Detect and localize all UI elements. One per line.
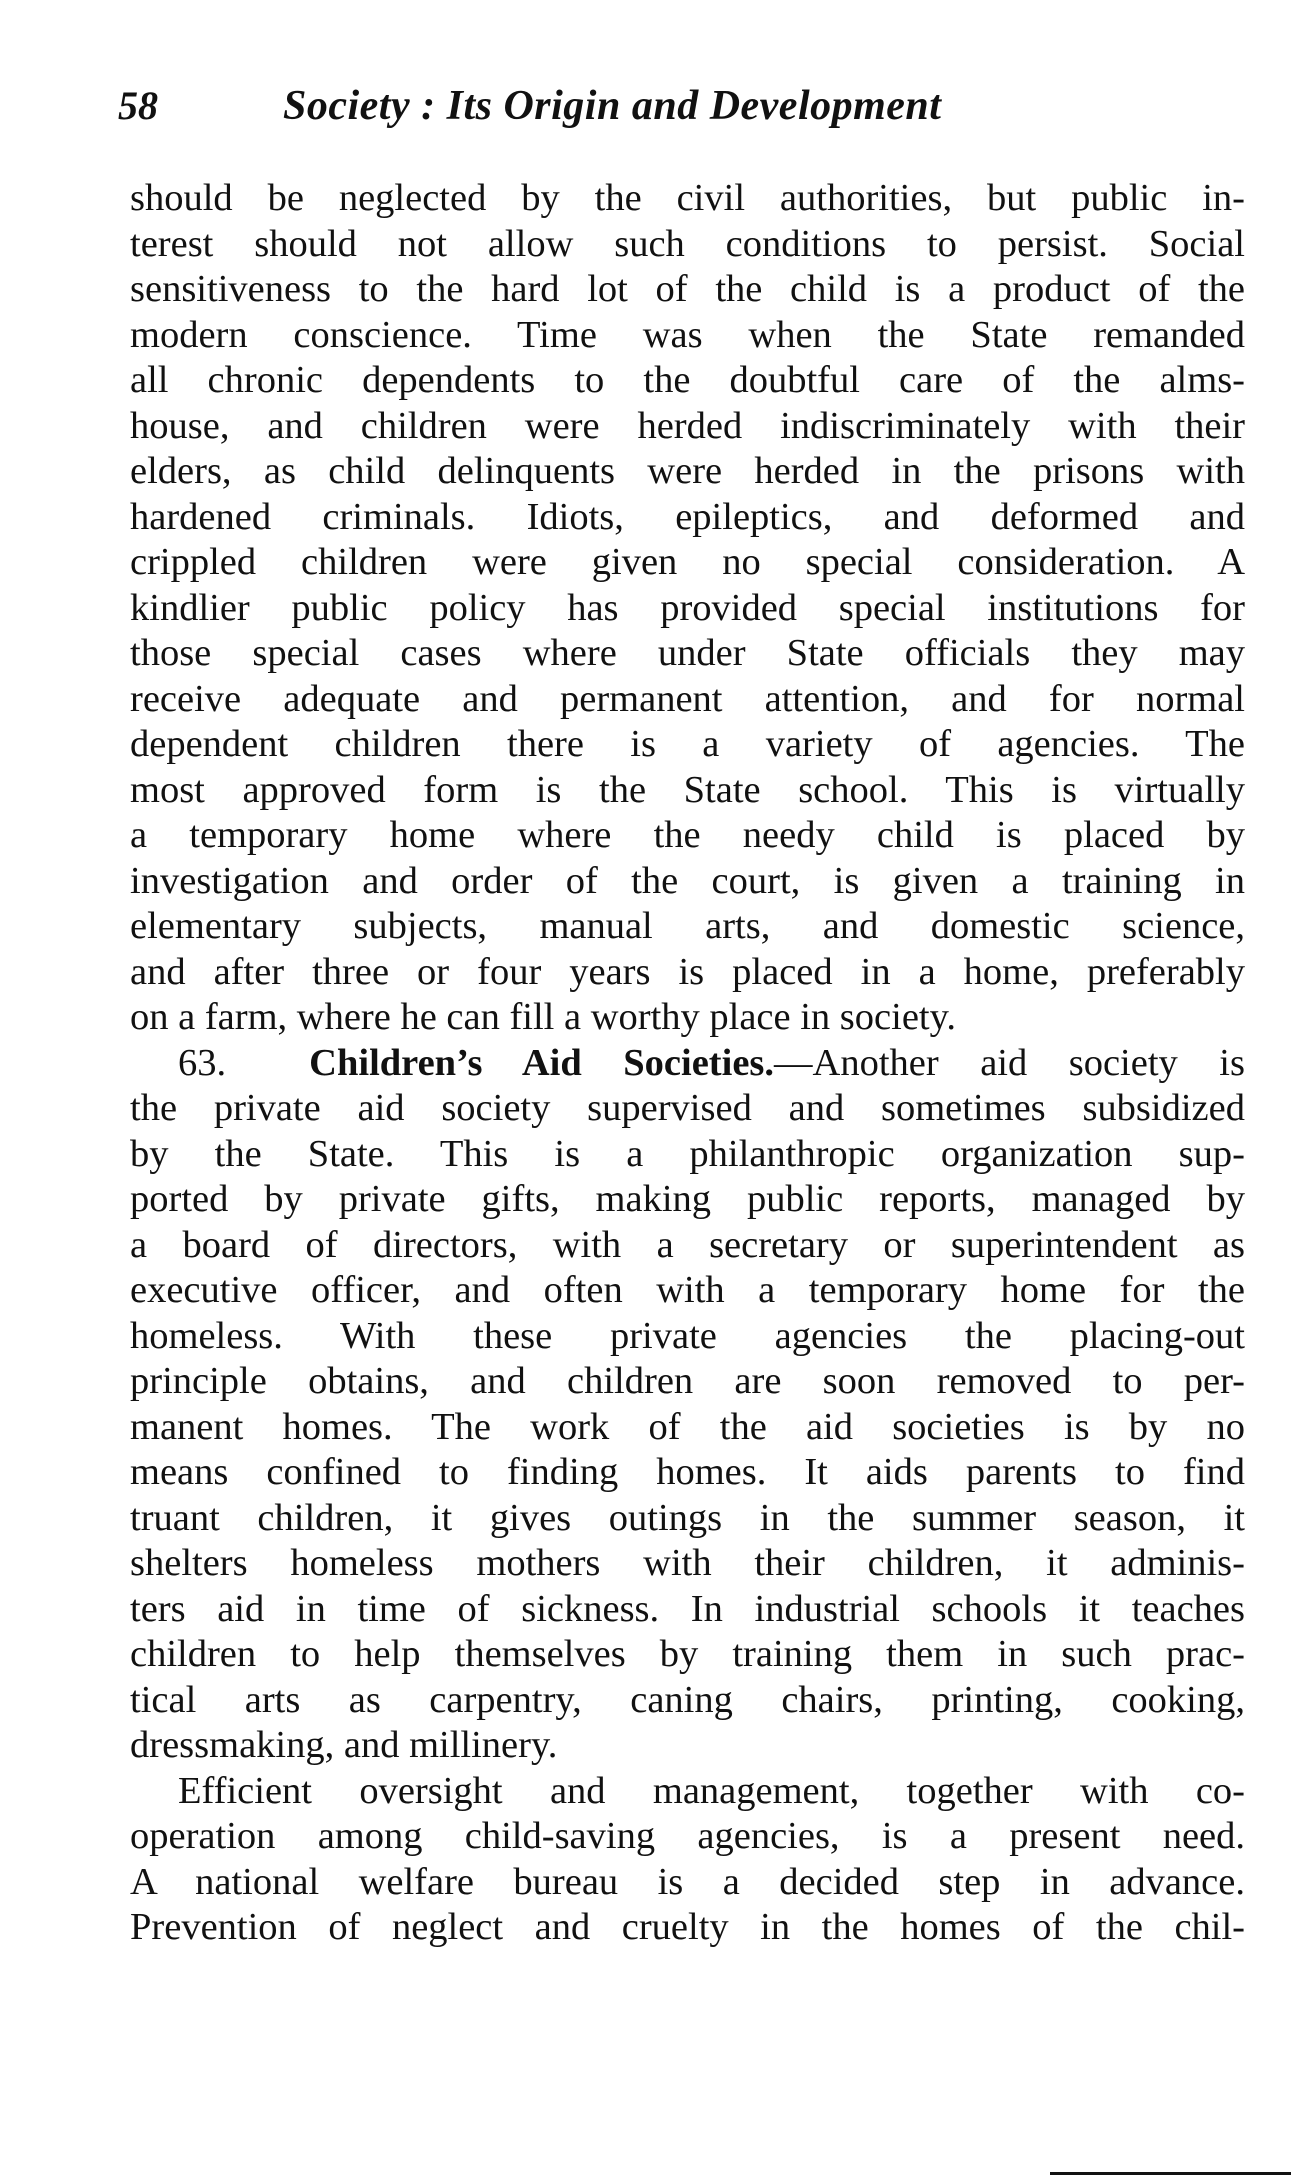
- text-line: elementary subjects, manual arts, and domestic science,: [130, 905, 1245, 947]
- text-line: receive adequate and permanent attention, and for normal: [130, 677, 1245, 720]
- text-line: house, and children were herded indiscriminately with their: [130, 404, 1245, 447]
- text-line: homeless. With these private agencies the placing-out: [130, 1314, 1245, 1357]
- text-line: Efficient oversight and management, together with co-: [178, 1769, 1245, 1812]
- text-line: a board of directors, with a secretary or superintendent as: [130, 1223, 1245, 1266]
- text-line: and after three or four years is placed in a home, preferably: [130, 950, 1245, 993]
- text-line: investigation and order of the court, is given a training in: [130, 859, 1245, 902]
- text-line: means confined to finding homes. It aids parents to find: [130, 1451, 1245, 1493]
- text-line: elders, as child delinquents were herded in the prisons with: [130, 450, 1245, 492]
- page-number: 58: [118, 83, 158, 128]
- text-line: a temporary home where the needy child is placed by: [130, 814, 1245, 856]
- paragraph-3: [130, 1769, 1245, 1951]
- text-line: dependent children there is a variety of agencies. The: [130, 723, 1245, 765]
- text-line: tical arts as carpentry, caning chairs, printing, cooking,: [130, 1678, 1245, 1721]
- text-line: sensitiveness to the hard lot of the child is a product of the: [130, 268, 1245, 310]
- text-line: hardened criminals. Idiots, epileptics, and deformed and: [130, 495, 1245, 538]
- text-line: principle obtains, and children are soon removed to per-: [130, 1360, 1245, 1402]
- text-line: children to help themselves by training them in such prac-: [130, 1633, 1245, 1675]
- text-line: should be neglected by the civil authorities, but public in-: [130, 177, 1245, 219]
- bottom-rule-divider: [1050, 2172, 1291, 2175]
- section-number: 63.: [178, 1041, 227, 1084]
- text-line: A national welfare bureau is a decided step in advance.: [130, 1860, 1245, 1903]
- body-text: [130, 176, 1245, 1951]
- text-line: the private aid society supervised and sometimes subsidized: [130, 1087, 1245, 1129]
- text-fragment: —Another aid society is: [774, 1041, 1245, 1084]
- text-line: manent homes. The work of the aid societies is by no: [130, 1405, 1245, 1448]
- text-line: those special cases where under State officials they may: [130, 632, 1245, 674]
- text-line: kindlier public policy has provided special institutions for: [130, 586, 1245, 629]
- text-line: dressmaking, and millinery.: [130, 1724, 558, 1766]
- text-line: all chronic dependents to the doubtful care of the alms-: [130, 359, 1245, 401]
- text-line: terest should not allow such conditions to persist. Social: [130, 222, 1245, 265]
- text-line: by the State. This is a philanthropic organization sup-: [130, 1132, 1245, 1175]
- text-line: operation among child-saving agencies, is a present need.: [130, 1815, 1245, 1857]
- paragraph-1: [130, 176, 1245, 1041]
- running-title: Society : Its Origin and Development: [283, 83, 942, 129]
- text-line: truant children, it gives outings in the summer season, it: [130, 1496, 1245, 1539]
- paragraph-2: [130, 1041, 1245, 1769]
- text-line: Prevention of neglect and cruelty in the homes of the chil-: [130, 1906, 1245, 1948]
- text-line: crippled children were given no special consideration. A: [130, 541, 1245, 583]
- running-header: [118, 82, 1118, 142]
- section-heading-line: [130, 1041, 1245, 1087]
- text-line: shelters homeless mothers with their children, it adminis-: [130, 1542, 1245, 1584]
- section-title: Children’s Aid Societies.: [309, 1041, 775, 1084]
- text-line: on a farm, where he can fill a worthy place in society.: [130, 996, 956, 1038]
- text-line: ters aid in time of sickness. In industrial schools it teaches: [130, 1587, 1245, 1630]
- text-line: modern conscience. Time was when the State remanded: [130, 313, 1245, 356]
- text-line: most approved form is the State school. This is virtually: [130, 768, 1245, 811]
- text-line: ported by private gifts, making public reports, managed by: [130, 1178, 1245, 1220]
- text-line: executive officer, and often with a temporary home for the: [130, 1269, 1245, 1311]
